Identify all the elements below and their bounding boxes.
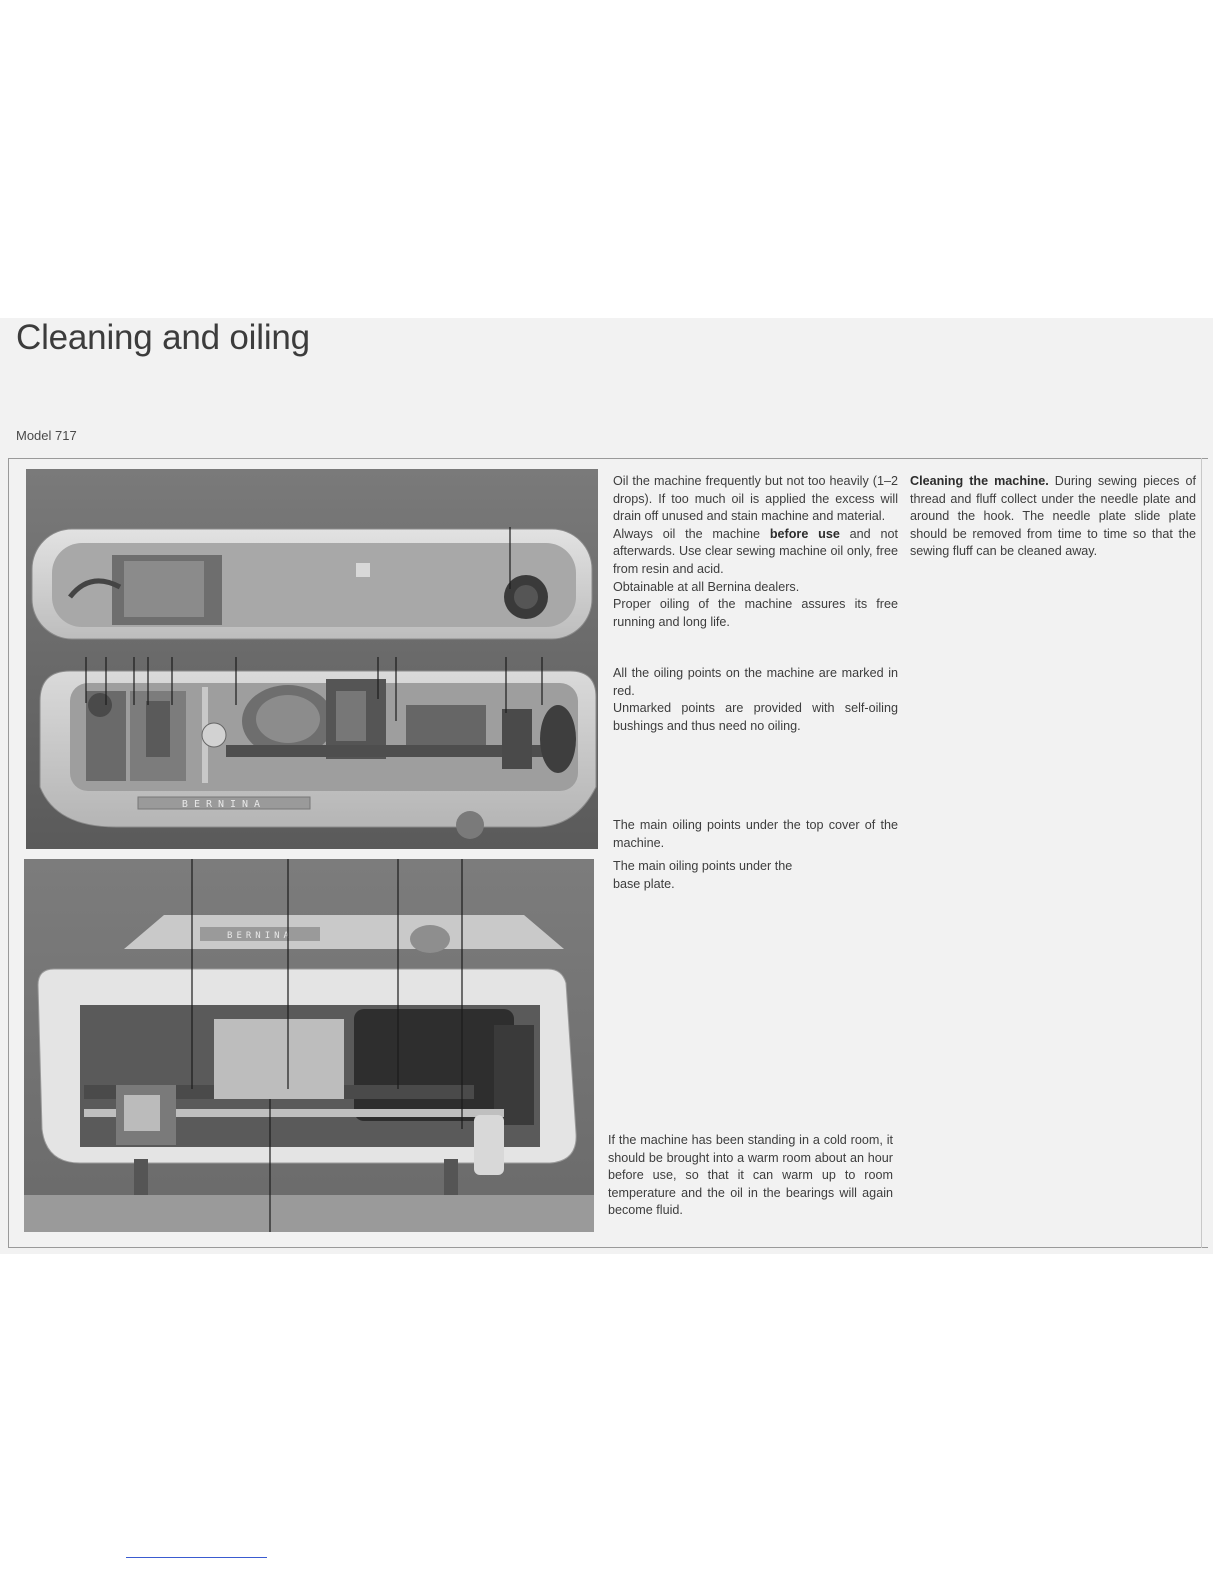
- caption-top-cover: The main oiling points under the top cover of the machine.: [613, 818, 898, 850]
- footer-rule: [126, 1557, 267, 1558]
- page-title: Cleaning and oiling: [16, 318, 310, 357]
- red-marked-paragraph: All the oiling points on the machine are marked in red.: [613, 666, 898, 698]
- photo-base-plate: [24, 859, 594, 1232]
- self-oiling-paragraph: Unmarked points are provided with self-oiling bushings and thus need no oiling.: [613, 701, 898, 733]
- cleaning-section: [910, 473, 1196, 561]
- photo-top-cover: [26, 469, 598, 849]
- caption-base-plate: [613, 858, 898, 893]
- brand-plate-bottom: BERNINA: [227, 931, 293, 941]
- oiling-points-info: [613, 665, 898, 735]
- brand-plate-top: BERNINA: [181, 799, 267, 810]
- oil-frequency-paragraph: Oil the machine frequently but not too heavily (1–2 drops). If too much oil is applied the excess will drain off unused and stain machine and material.: [613, 474, 898, 524]
- proper-oiling-paragraph: Proper oiling of the machine assures its free running and long life.: [613, 597, 898, 629]
- caption-base-line2: base plate.: [613, 876, 675, 891]
- frame-right-edge: [1201, 458, 1202, 1248]
- model-label: Model 717: [16, 428, 77, 443]
- before-use-paragraph: [613, 526, 898, 579]
- before-use-bold: before use: [769, 526, 840, 541]
- dealers-paragraph: Obtainable at all Bernina dealers.: [613, 579, 800, 594]
- cold-room-paragraph: If the machine has been standing in a cold room, it should be brought into a warm room about an hour before use, so that it can warm up to room temperature and the oil in the bearings will again become fluid.: [608, 1133, 893, 1218]
- before-use-post: and not afterwards. Use clear sewing machine oil only, free from resin and acid.: [613, 526, 898, 576]
- before-use-pre: Always oil the machine: [613, 526, 770, 541]
- cleaning-heading: Cleaning the machine.: [910, 474, 1049, 488]
- cleaning-text: During sewing pieces of thread and fluff collect under the needle plate and around the hook. The needle plate slide plate should be removed from time to time so that the sewing fluff can be cleaned away.: [910, 474, 1196, 559]
- caption-base-line1: The main oiling points under the: [613, 859, 793, 873]
- oiling-instructions: [613, 473, 898, 631]
